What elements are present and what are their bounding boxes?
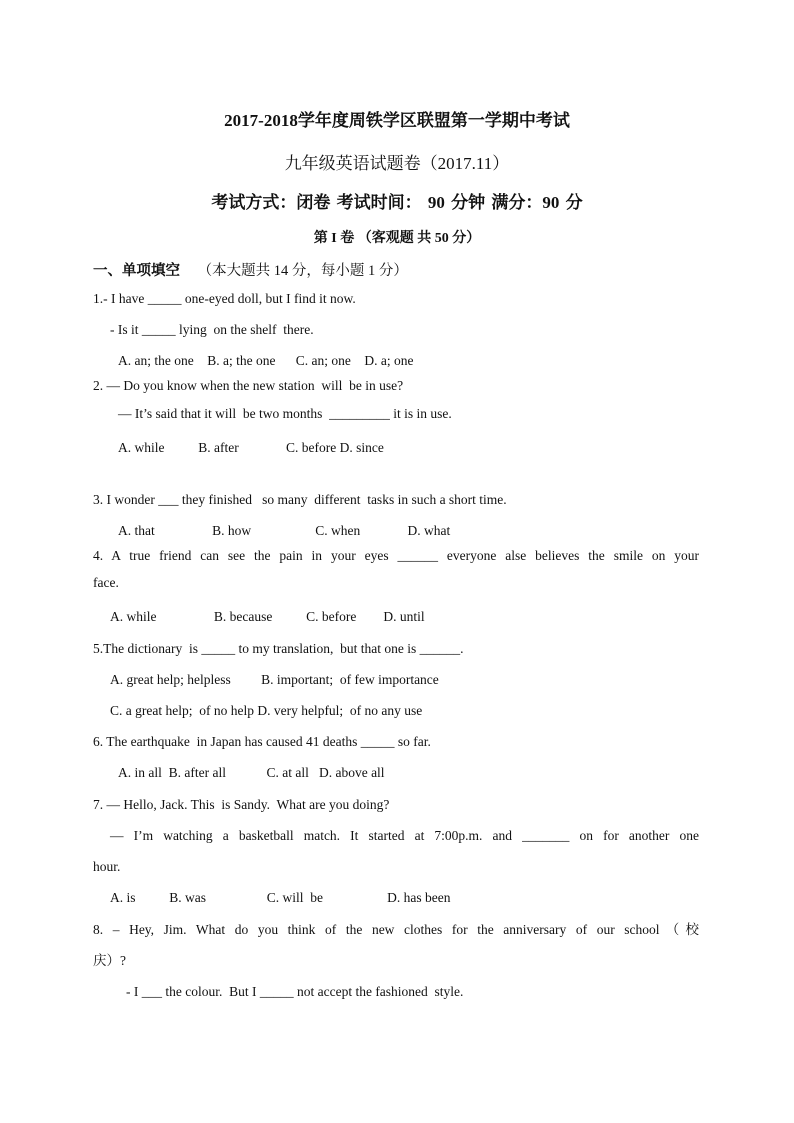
volume-heading: 第 I 卷 （客观题 共 50 分）: [313, 231, 481, 246]
question-2-response: — It’s said that it will be two months _________ it is in use.: [118, 406, 452, 421]
question-1-response: - Is it _____ lying on the shelf there.: [110, 322, 314, 337]
question-3-stem: 3. I wonder ___ they finished so many different tasks in such a short time.: [93, 492, 507, 507]
question-4-stem: 4. A true friend can see the pain in your eyes ______ everyone alse believes the smile on your: [93, 548, 699, 563]
exam-info: 考试方式：闭卷 考试时间： 90 分钟 满分：90 分: [211, 193, 583, 212]
question-2-stem: 2. — Do you know when the new station will be in use?: [93, 378, 404, 393]
question-4-stem-continued: face.: [93, 575, 119, 590]
question-8-stem-continued: 庆）?: [93, 953, 126, 968]
question-5-stem: 5.The dictionary is _____ to my translation, but that one is ______.: [93, 641, 464, 656]
question-4-options: A. while B. because C. before D. until: [110, 609, 425, 624]
question-8-stem: 8. – Hey, Jim. What do you think of the new clothes for the anniversary of our school（校: [93, 922, 699, 937]
question-3-options: A. that B. how C. when D. what: [118, 523, 451, 538]
question-7-response-continued: hour.: [93, 859, 121, 874]
section-title: 一、单项填空: [93, 263, 180, 279]
question-7-response: — I’m watching a basketball match. It started at 7:00p.m. and _______ on for another one: [110, 828, 699, 843]
exam-title: 2017-2018学年度周铁学区联盟第一学期中考试: [224, 111, 570, 130]
question-6-stem: 6. The earthquake in Japan has caused 41 deaths _____ so far.: [93, 734, 431, 749]
question-5-options-ab: A. great help; helpless B. important; of few importance: [110, 672, 439, 687]
question-1-options: A. an; the one B. a; the one C. an; one D. a; one: [118, 353, 414, 368]
question-6-options: A. in all B. after all C. at all D. above all: [118, 765, 385, 780]
question-5-options-cd: C. a great help; of no help D. very helpful; of no any use: [110, 703, 423, 718]
section-note: （本大题共 14 分，每小题 1 分）: [197, 263, 408, 279]
exam-subtitle: 九年级英语试题卷（2017.11）: [284, 154, 510, 173]
question-1-stem: 1.- I have _____ one-eyed doll, but I find it now.: [93, 291, 356, 306]
question-7-stem: 7. — Hello, Jack. This is Sandy. What are you doing?: [93, 797, 390, 812]
question-2-options: A. while B. after C. before D. since: [118, 440, 384, 455]
question-8-response: - I ___ the colour. But I _____ not accept the fashioned style.: [126, 984, 464, 999]
section-heading: [93, 259, 408, 280]
question-7-options: A. is B. was C. will be D. has been: [110, 890, 451, 905]
